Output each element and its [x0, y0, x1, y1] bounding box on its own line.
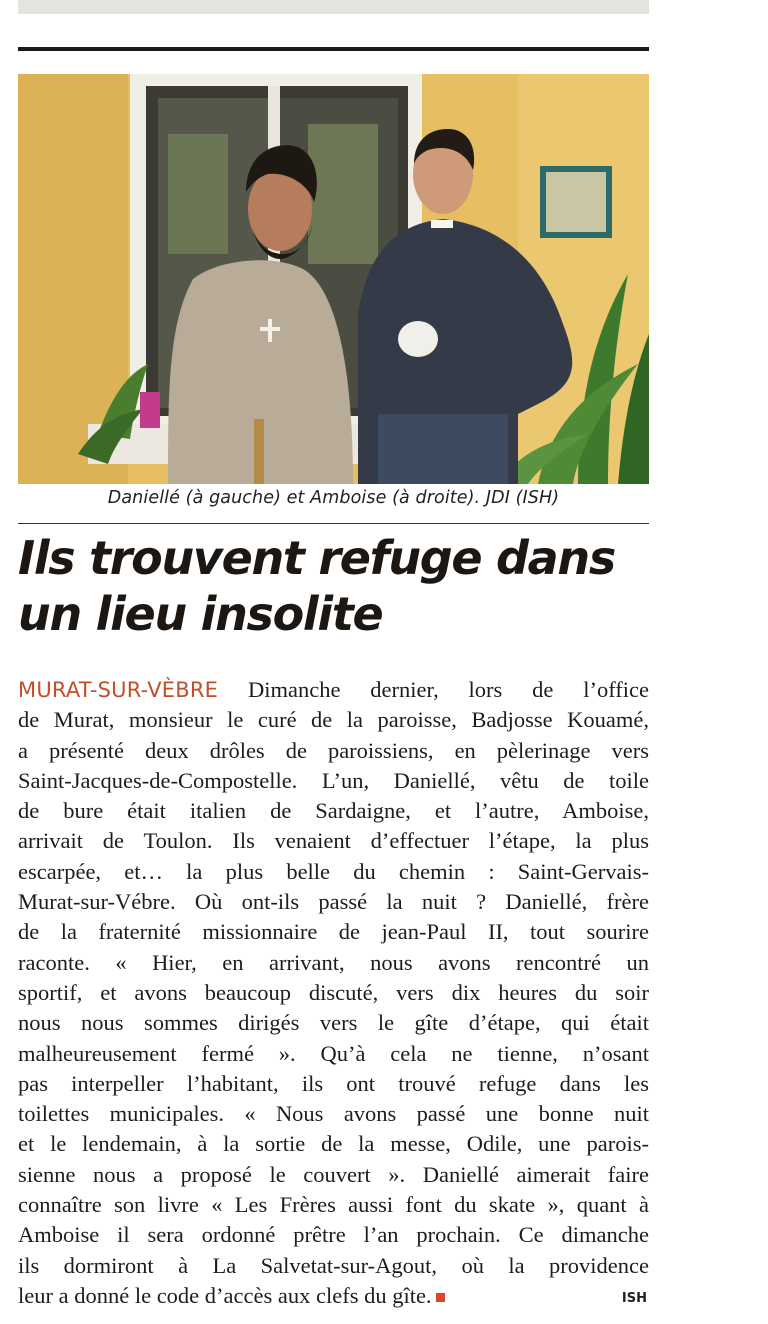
- body-line: arrivait de Toulon. Ils venaient d’effectuer l’étape, la plus: [18, 828, 649, 854]
- author-signature: ISH: [621, 1291, 647, 1306]
- body-line: de la fraternité missionnaire de jean-Paul II, tout sourire: [18, 919, 649, 945]
- article-photo: [18, 74, 649, 484]
- body-line: escarpée, et… la plus belle du chemin : Saint-Gervais-: [18, 858, 649, 884]
- body-line: Murat-sur-Vébre. Où ont-ils passé la nuit ? Daniellé, frère: [18, 889, 649, 915]
- body-line: Amboise il sera ordonné prêtre l’an prochain. Ce dimanche: [18, 1222, 649, 1248]
- body-line: Saint-Jacques-de-Compostelle. L’un, Daniellé, vêtu de toile: [18, 767, 649, 793]
- body-line: de Murat, monsieur le curé de la paroisse, Badjosse Kouamé,: [18, 707, 649, 733]
- headline-line-2: un lieu insolite: [18, 587, 383, 641]
- body-line: ils dormiront à La Salvetat-sur-Agout, où la providence: [18, 1252, 649, 1278]
- body-line: sienne nous a proposé le couvert ». Daniellé aimerait faire: [18, 1161, 649, 1187]
- end-of-article-icon: [436, 1293, 445, 1302]
- body-line-text: Dimanche dernier, lors de l’office: [218, 677, 649, 702]
- body-line: toilettes municipales. « Nous avons passé une bonne nuit: [18, 1101, 649, 1127]
- body-line: nous nous sommes dirigés vers le gîte d’étape, qui était: [18, 1010, 649, 1036]
- body-line: et le lendemain, à la sortie de la messe, Odile, une parois-: [18, 1131, 649, 1157]
- headline-line-1: Ils trouvent refuge dans: [18, 531, 615, 585]
- body-line: de bure était italien de Sardaigne, et l’autre, Amboise,: [18, 798, 649, 824]
- photo-illustration: [18, 74, 649, 484]
- dateline: MURAT-SUR-VÈBRE: [18, 678, 219, 702]
- body-line: raconte. « Hier, en arrivant, nous avons rencontré un: [18, 949, 649, 975]
- body-line: a présenté deux drôles de paroissiens, en pèlerinage vers: [18, 737, 649, 763]
- body-line-text: leur a donné le code d’accès aux clefs du gîte.: [18, 1282, 432, 1308]
- section-divider: [18, 47, 649, 51]
- body-line: [18, 675, 649, 705]
- body-line: pas interpeller l’habitant, ils ont trouvé refuge dans les: [18, 1070, 649, 1096]
- photo-caption: Daniellé (à gauche) et Amboise (à droite). JDI (ISH): [107, 488, 560, 508]
- body-line: connaître son livre « Les Frères aussi font du skate », quant à: [18, 1192, 649, 1218]
- body-line: sportif, et avons beaucoup discuté, vers dix heures du soir: [18, 979, 649, 1005]
- body-line-last: [18, 1281, 649, 1311]
- article-body: [18, 675, 649, 1311]
- article-headline: [18, 530, 658, 642]
- body-line: malheureusement fermé ». Qu’à cela ne tienne, n’osant: [18, 1040, 649, 1066]
- previous-article-edge: [18, 0, 649, 14]
- caption-divider: [18, 523, 649, 524]
